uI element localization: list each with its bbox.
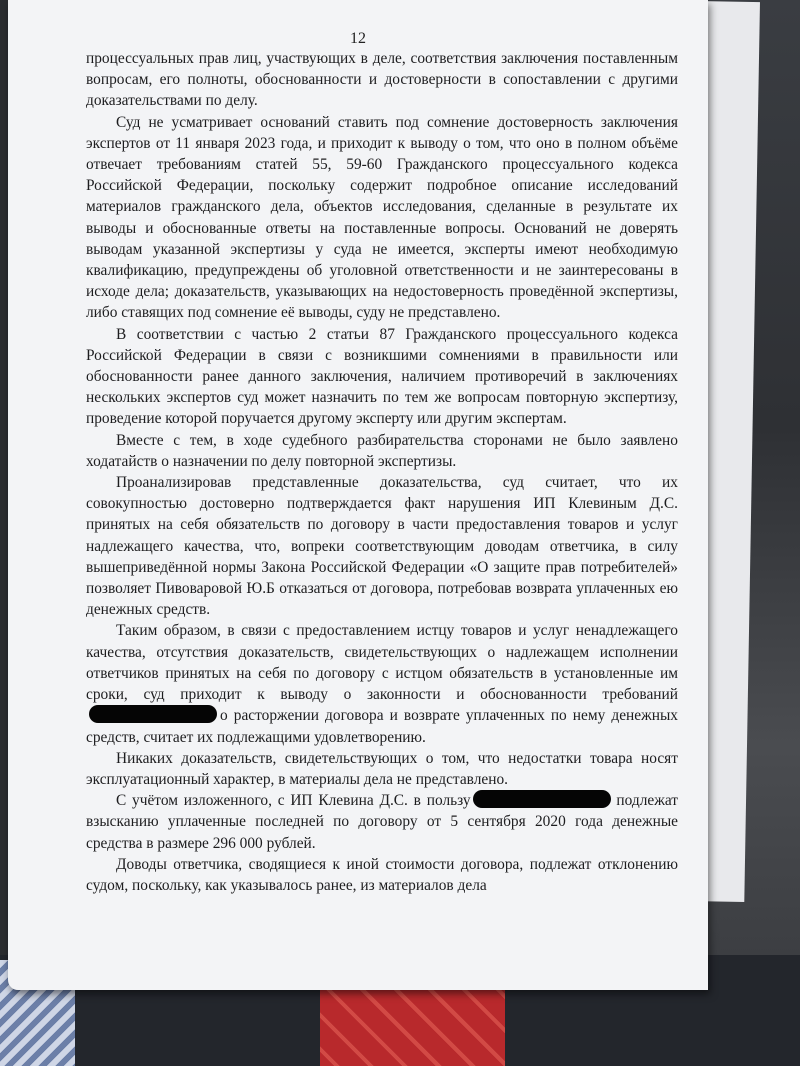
paragraph-4: Вместе с тем, в ходе судебного разбирательства сторонами не было заявлено ходатайств о назначении по делу повторной экспертизы. [86,431,678,470]
paragraph-8-part-b: подлежат взысканию уплаченные последней по договору от 5 сентября 2020 года денежные средства в размере 296 000 рублей. [86,792,678,852]
document-body [86,48,678,896]
paragraph-6-part-b: о расторжении договора и возврате уплаченных по нему денежных средств, считает их подлежащими удовлетворению. [86,707,678,746]
paragraph-8 [86,790,678,854]
paragraph-6-part-a: Таким образом, в связи с предоставлением истцу товаров и услуг ненадлежащего качества, отсутствия доказательств, свидетельствующих о надлежащем исполнении ответчиков принятых на себя по договору с истцом обязательств в установленные им сроки, суд приходит к выводу о законности и обоснованности требований [86,622,678,704]
document-page [8,0,708,990]
page-number: 12 [350,30,366,47]
paragraph-9: Доводы ответчика, сводящиеся к иной стоимости договора, подлежат отклонению судом, поскольку, как указывалось ранее, из материалов дела [86,855,678,894]
redaction-block [89,705,217,723]
paragraph-3: В соответствии с частью 2 статьи 87 Гражданского процессуального кодекса Российской Федерации в связи с возникшими сомнениями в правильности или обоснованности ранее данного заключения, наличием противоречий в заключениях нескольких экспертов суд может назначить по тем же вопросам повторную экспертизу, проведение которой поручается другому эксперту или другим экспертам. [86,325,678,428]
paragraph-2: Суд не усматривает оснований ставить под сомнение достоверность заключения экспертов от 11 января 2023 года, и приходит к выводу о том, что оно в полном объёме отвечает требованиям статей 55, 59-60 Гражданского процессуального кодекса Российской Федерации, поскольку содержит подробное описание исследований материалов гражданского дела, объектов исследования, сделанные в результате их выводы и обоснованные ответы на поставленные вопросы. Оснований не доверять выводам указанной экспертизы у суда не имеется, эксперты имеют необходимую квалификацию, предупреждены об уголовной ответственности и не заинтересованы в исходе дела; доказательств, указывающих на недостоверность проведённой экспертизы, либо ставящих под сомнение её выводы, суду не представлено. [86,113,678,322]
paragraph-8-part-a: С учётом изложенного, с ИП Клевина Д.С. в пользу [116,792,471,810]
redaction-block [473,790,611,808]
paragraph-5: Проанализировав представленные доказательства, суд считает, что их совокупностью достоверно подтверждается факт нарушения ИП Клевиным Д.С. принятых на себя обязательств по договору в части предоставления товаров и услуг надлежащего качества, что, вопреки соответствующим доводам ответчика, в силу вышеприведённой нормы Закона Российской Федерации «О защите прав потребителей» позволяет Пивоваровой Ю.Б отказаться от договора, потребовав возврата уплаченных ею денежных средств. [86,474,678,619]
paragraph-6 [86,620,678,747]
paragraph-1: процессуальных прав лиц, участвующих в деле, соответствия заключения поставленным вопросам, его полноты, обоснованности и достоверности в сопоставлении с другими доказательствами по делу. [86,50,678,110]
paragraph-7: Никаких доказательств, свидетельствующих о том, что недостатки товара носят эксплуатационный характер, в материалы дела не представлено. [86,749,678,788]
